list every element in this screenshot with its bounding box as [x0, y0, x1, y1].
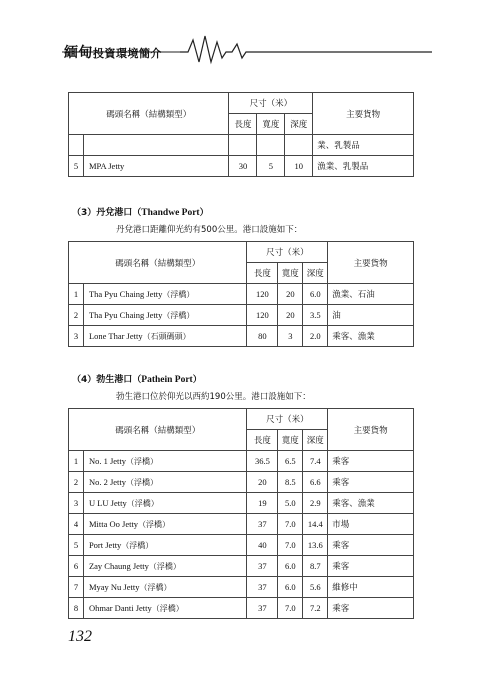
cell-width: 5: [257, 156, 285, 177]
section-title-pathein: （4）勃生港口（Pathein Port）: [72, 375, 202, 385]
header-width: 寬度: [257, 114, 285, 135]
cell-depth: 8.7: [303, 556, 328, 577]
cell-no: 3: [69, 326, 84, 347]
table-row: [69, 577, 414, 598]
header-length: 長度: [229, 114, 257, 135]
cell-cargo: 漁業、乳製品: [313, 156, 414, 177]
cell-no: 5: [69, 156, 84, 177]
cell-name: U LU Jetty（浮橋）: [83, 493, 246, 514]
cell-name: Zay Chaung Jetty（浮橋）: [83, 556, 246, 577]
header-length: 長度: [247, 263, 278, 284]
cell-width: 6.5: [278, 451, 303, 472]
cell-name: No. 2 Jetty（浮橋）: [83, 472, 246, 493]
cell-no: 8: [69, 598, 84, 619]
header-cargo: 主要貨物: [328, 409, 414, 451]
cell-depth: 6.6: [303, 472, 328, 493]
header-width: 寬度: [278, 263, 303, 284]
header-title: 緬甸投資環境簡介: [64, 45, 162, 61]
cell-name: Myay Nu Jetty（浮橋）: [83, 577, 246, 598]
cell-depth: 14.4: [303, 514, 328, 535]
cell-cargo: 油: [328, 305, 414, 326]
cell-width: 20: [278, 284, 303, 305]
cell-no: 2: [69, 305, 84, 326]
cell-depth: 6.0: [303, 284, 328, 305]
header-jetty-name: 碼頭名稱（結構類型）: [69, 93, 229, 135]
cell-cargo: 乘客: [328, 451, 414, 472]
cell-length: 37: [247, 598, 278, 619]
cell-cargo: 乘客、漁業: [328, 493, 414, 514]
header-size: 尺寸（米）: [229, 93, 313, 114]
cell-length: 37: [247, 577, 278, 598]
cell-length: 36.5: [247, 451, 278, 472]
cell-width: 7.0: [278, 598, 303, 619]
cell-length: 30: [229, 156, 257, 177]
header-width: 寬度: [278, 430, 303, 451]
cell-no: 1: [69, 284, 84, 305]
cell-cargo: 維修中: [328, 577, 414, 598]
cell-cargo: 乘客: [328, 535, 414, 556]
header-depth: 深度: [285, 114, 313, 135]
cell-length: 120: [247, 284, 278, 305]
table-row: [69, 305, 414, 326]
cell-no: 5: [69, 535, 84, 556]
cell-length: 37: [247, 514, 278, 535]
cell-depth: 10: [285, 156, 313, 177]
cell-width: 6.0: [278, 556, 303, 577]
cell-width: 8.5: [278, 472, 303, 493]
cell-cargo: 乘客: [328, 472, 414, 493]
cell-length: 80: [247, 326, 278, 347]
header-jetty-name: 碼頭名稱（結構類型）: [69, 409, 247, 451]
cell-length: 37: [247, 556, 278, 577]
cell-name: Port Jetty（浮橋）: [83, 535, 246, 556]
table-row: [69, 535, 414, 556]
table-row: [69, 493, 414, 514]
table-row: [69, 556, 414, 577]
cell-width: 3: [278, 326, 303, 347]
cell-depth: 7.2: [303, 598, 328, 619]
cell-depth: 5.6: [303, 577, 328, 598]
cell-name: Tha Pyu Chaing Jetty（浮橋）: [83, 305, 246, 326]
cell-no: 6: [69, 556, 84, 577]
header-cargo: 主要貨物: [328, 242, 414, 284]
cell-name: Tha Pyu Chaing Jetty（浮橋）: [83, 284, 246, 305]
cell-length: 19: [247, 493, 278, 514]
header-jetty-name: 碼頭名稱（結構類型）: [69, 242, 247, 284]
section-intro-pathein: 勃生港口位於仰光以西約190公里。港口設施如下：: [116, 392, 311, 402]
cell-depth: 2.9: [303, 493, 328, 514]
cell-no: 1: [69, 451, 84, 472]
section-title-thandwe: （3）丹兌港口（Thandwe Port）: [72, 208, 209, 218]
cell-cargo: 市場: [328, 514, 414, 535]
cell-depth: 3.5: [303, 305, 328, 326]
header-length: 長度: [247, 430, 278, 451]
cell-width: 20: [278, 305, 303, 326]
cell-name: Lone Thar Jetty（石頭碼頭）: [83, 326, 246, 347]
table-row: [69, 156, 414, 177]
cell-name: No. 1 Jetty（浮橋）: [83, 451, 246, 472]
cell-depth: 13.6: [303, 535, 328, 556]
table-thandwe-port: [68, 241, 414, 347]
page-header: [62, 30, 432, 66]
table-row: [69, 514, 414, 535]
cell-length: 40: [247, 535, 278, 556]
cell-depth: 2.0: [303, 326, 328, 347]
cell-cargo: 業、乳製品: [313, 135, 414, 156]
cell-name: Ohmar Danti Jetty（浮橋）: [83, 598, 246, 619]
cell-cargo: 漁業、石油: [328, 284, 414, 305]
cell-length: 120: [247, 305, 278, 326]
table-pathein-port: [68, 408, 414, 619]
table-row: [69, 472, 414, 493]
cell-no: 2: [69, 472, 84, 493]
cell-no: 4: [69, 514, 84, 535]
header-depth: 深度: [303, 430, 328, 451]
table-row: [69, 135, 414, 156]
cell-width: 7.0: [278, 535, 303, 556]
cell-name: Mitta Oo Jetty（浮橋）: [83, 514, 246, 535]
section-intro-thandwe: 丹兌港口距離仰光約有500公里。港口設施如下：: [116, 225, 303, 235]
cell-width: 7.0: [278, 514, 303, 535]
table-row: [69, 284, 414, 305]
cell-width: 5.0: [278, 493, 303, 514]
cell-depth: 7.4: [303, 451, 328, 472]
cell-cargo: 乘客、漁業: [328, 326, 414, 347]
page-number: 132: [68, 628, 92, 645]
cell-cargo: 乘客: [328, 556, 414, 577]
table-row: [69, 326, 414, 347]
header-cargo: 主要貨物: [313, 93, 414, 135]
cell-cargo: 乘客: [328, 598, 414, 619]
cell-length: 20: [247, 472, 278, 493]
header-size: 尺寸（米）: [247, 242, 328, 263]
header-size: 尺寸（米）: [247, 409, 328, 430]
cell-width: 6.0: [278, 577, 303, 598]
table-row: [69, 598, 414, 619]
cell-no: 3: [69, 493, 84, 514]
header-depth: 深度: [303, 263, 328, 284]
table-row: [69, 451, 414, 472]
cell-no: 7: [69, 577, 84, 598]
cell-name: MPA Jetty: [83, 156, 229, 177]
table-continued: [68, 92, 414, 177]
